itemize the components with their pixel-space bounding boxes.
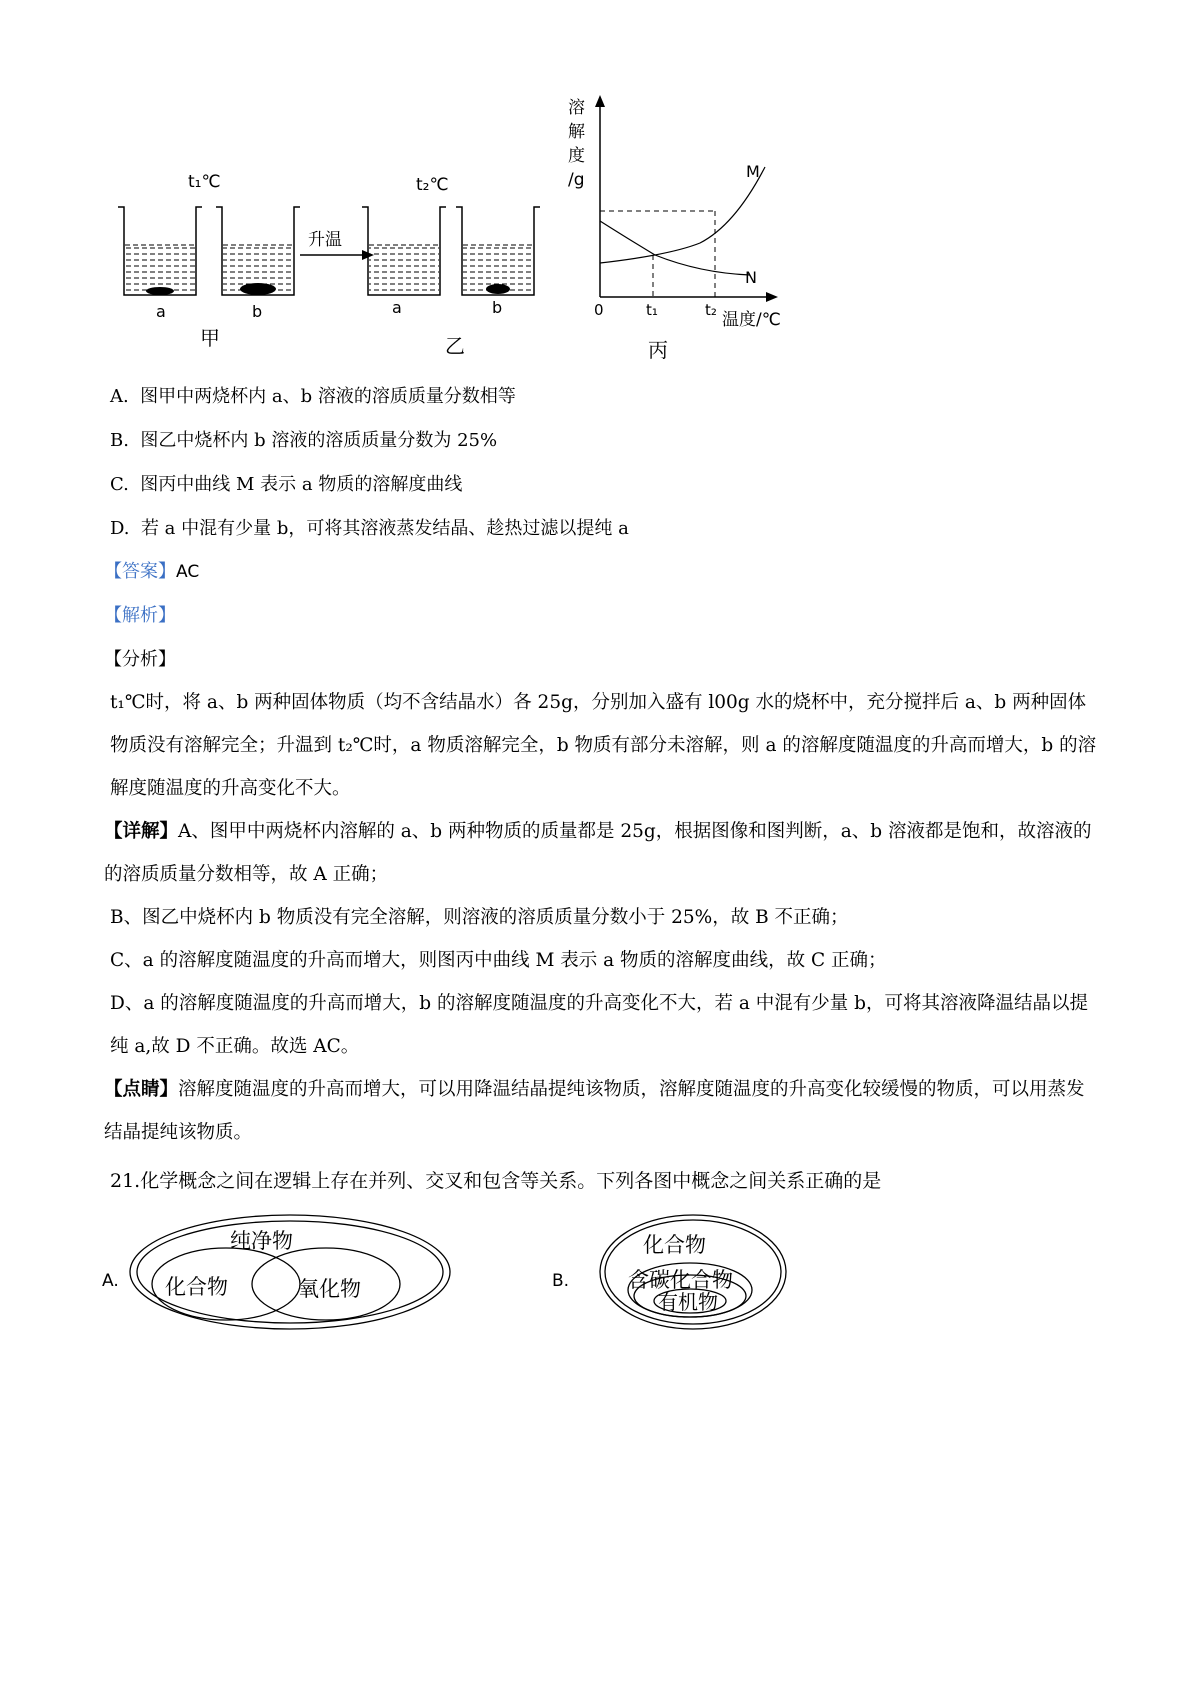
detail-b-text: B、图乙中烧杯内 b 物质没有完全溶解，则溶液的溶质质量分数小于 25%，故 B 不正确；: [110, 907, 849, 928]
answer-line: [104, 560, 199, 584]
option-a: A. 图甲中两烧杯内 a、b 溶液的溶质质量分数相等: [110, 386, 516, 407]
curve-m: [600, 167, 765, 263]
analysis-label: 【解析】: [104, 605, 176, 626]
beaker-yi-a: [362, 207, 446, 295]
fenxi-text: t₁℃时，将 a、b 两种固体物质（均不含结晶水）各 25g，分别加入盛有 l00g 水的烧杯中，充分搅拌后 a、b 两种固体物质没有溶解完全；升温到 t₂℃时，a 物质溶解完全，b 物质有部分未溶解，则 a 的溶解度随温度的升高而增大，b 的溶解度随温度的升高变化不大。: [110, 692, 1097, 799]
y-axis-char-4: /g: [568, 170, 585, 190]
venn-a-right: 氧化物: [298, 1277, 361, 1301]
y-axis-char-3: 度: [568, 146, 585, 166]
venn-a-left: 化合物: [165, 1275, 228, 1299]
curve-m-label: M: [746, 162, 760, 181]
yi-temp: t₂℃: [416, 175, 449, 195]
x-axis-label: 温度/℃: [722, 310, 781, 330]
tip-text: 溶解度随温度的升高而增大，可以用降温结晶提纯该物质，溶解度随温度的升高变化较缓慢的物质，可以用蒸发结晶提纯该物质。: [104, 1079, 1085, 1143]
option-c: C. 图丙中曲线 M 表示 a 物质的溶解度曲线: [110, 474, 463, 495]
curve-n: [600, 221, 750, 275]
jia-caption: 甲: [200, 326, 220, 350]
detail-c-text: C、a 的溶解度随温度的升高而增大，则图丙中曲线 M 表示 a 物质的溶解度曲线，故 C 正确；: [110, 950, 887, 971]
detail-a-para: [104, 810, 1100, 896]
jia-temp: t₁℃: [188, 172, 221, 192]
option-d: D. 若 a 中混有少量 b，可将其溶液蒸发结晶、趁热过滤以提纯 a: [110, 518, 629, 539]
yi-label-a: a: [392, 298, 402, 317]
question-21: 21.化学概念之间在逻辑上存在并列、交叉和包含等关系。下列各图中概念之间关系正确的是: [110, 1170, 882, 1192]
detail-d-text: D、a 的溶解度随温度的升高而增大，b 的溶解度随温度的升高变化不大，若 a 中混有少量 b，可将其溶液降温结晶以提纯 a,故 D 不正确。故选 AC。: [110, 993, 1088, 1057]
jia-label-a: a: [156, 302, 166, 321]
y-axis-char-1: 溶: [568, 98, 585, 118]
origin-label: 0: [594, 301, 604, 319]
yi-label-b: b: [492, 298, 503, 317]
beaker-jia-a: [118, 207, 202, 295]
beaker-jia-b: [216, 207, 300, 295]
detail-a-text: A、图甲中两烧杯内溶解的 a、b 两种物质的质量都是 25g，根据图像和图判断，a、b 溶液都是饱和，故溶液的的溶质质量分数相等，故 A 正确；: [104, 821, 1092, 885]
curve-n-label: N: [745, 268, 757, 287]
t2-label: t₂: [705, 301, 717, 319]
tip-label: 【点睛】: [104, 1079, 179, 1100]
tip-para: [104, 1068, 1100, 1154]
venn-b-option: B.: [552, 1271, 570, 1291]
venn-figure: [90, 1210, 790, 1350]
heating-arrow: [300, 250, 374, 260]
venn-a-outer: 纯净物: [230, 1229, 293, 1253]
arrow-label: 升温: [308, 230, 342, 250]
venn-b-middle: 含碳化合物: [628, 1268, 733, 1292]
jia-label-b: b: [252, 302, 263, 321]
answer-label: 【答案】: [104, 561, 176, 582]
venn-b-inner: 有机物: [658, 1290, 718, 1314]
solubility-figure: [110, 95, 870, 375]
y-axis-char-2: 解: [568, 122, 585, 142]
venn-b-outer: 化合物: [643, 1233, 706, 1257]
option-b: B. 图乙中烧杯内 b 溶液的溶质质量分数为 25%: [110, 430, 498, 451]
fenxi-label: 【分析】: [104, 649, 176, 670]
beaker-yi-b: [456, 207, 540, 295]
answer-value: AC: [176, 562, 200, 582]
bing-caption: 丙: [648, 338, 668, 362]
t1-label: t₁: [646, 301, 658, 319]
venn-a-option: A.: [102, 1271, 119, 1291]
yi-caption: 乙: [445, 334, 465, 358]
detail-label: 【详解】: [104, 821, 179, 842]
